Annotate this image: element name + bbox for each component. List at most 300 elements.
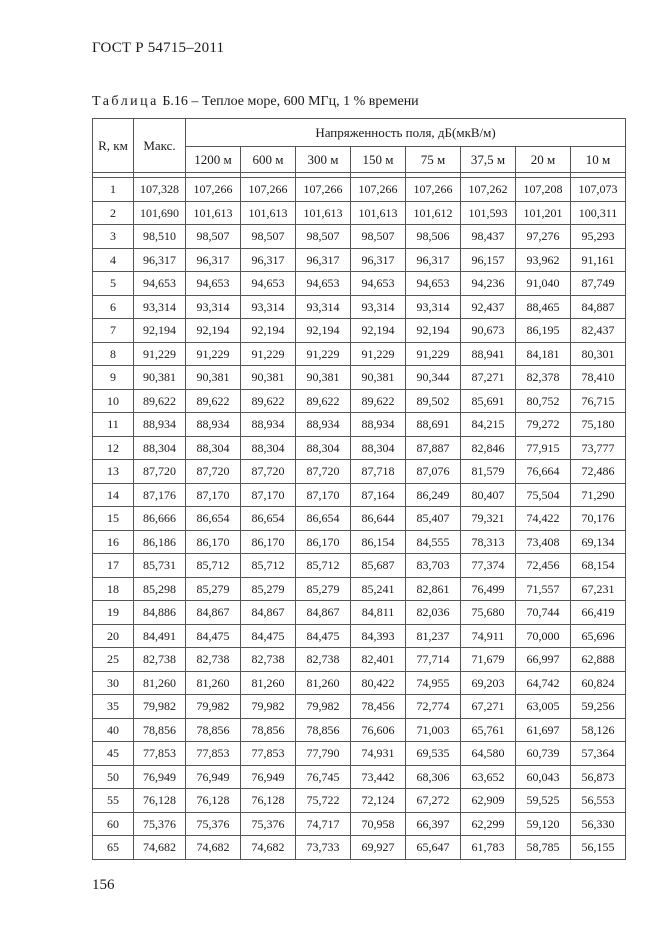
value-cell: 86,170	[186, 530, 241, 554]
value-cell: 69,134	[571, 530, 626, 554]
value-cell: 85,279	[296, 577, 351, 601]
table-row	[93, 624, 626, 648]
value-cell: 74,682	[241, 836, 296, 860]
distance-cell: 55	[93, 789, 134, 813]
distance-cell: 40	[93, 718, 134, 742]
max-value-cell: 74,682	[134, 836, 186, 860]
max-value-cell: 87,720	[134, 460, 186, 484]
value-cell: 74,955	[406, 671, 461, 695]
table-row	[93, 342, 626, 366]
max-value-cell: 98,510	[134, 225, 186, 249]
column-header: 1200 м	[186, 147, 241, 173]
value-cell: 76,606	[351, 718, 406, 742]
value-cell: 63,652	[461, 765, 516, 789]
value-cell: 64,580	[461, 742, 516, 766]
distance-cell: 8	[93, 342, 134, 366]
value-cell: 78,856	[241, 718, 296, 742]
value-cell: 78,313	[461, 530, 516, 554]
value-cell: 77,915	[516, 436, 571, 460]
value-cell: 72,456	[516, 554, 571, 578]
value-cell: 64,742	[516, 671, 571, 695]
table-row	[93, 225, 626, 249]
value-cell: 88,304	[241, 436, 296, 460]
value-cell: 71,290	[571, 483, 626, 507]
value-cell: 81,579	[461, 460, 516, 484]
table-row	[93, 201, 626, 225]
value-cell: 101,593	[461, 201, 516, 225]
value-cell: 90,673	[461, 319, 516, 343]
value-cell: 83,703	[406, 554, 461, 578]
value-cell: 58,785	[516, 836, 571, 860]
header-distance: R, км	[93, 119, 134, 173]
table-row	[93, 460, 626, 484]
table-row	[93, 295, 626, 319]
value-cell: 85,691	[461, 389, 516, 413]
value-cell: 74,422	[516, 507, 571, 531]
value-cell: 77,853	[186, 742, 241, 766]
value-cell: 60,824	[571, 671, 626, 695]
value-cell: 87,887	[406, 436, 461, 460]
value-cell: 69,535	[406, 742, 461, 766]
value-cell: 56,553	[571, 789, 626, 813]
value-cell: 92,194	[351, 319, 406, 343]
value-cell: 81,260	[296, 671, 351, 695]
value-cell: 101,613	[186, 201, 241, 225]
distance-cell: 4	[93, 248, 134, 272]
table-row	[93, 695, 626, 719]
value-cell: 101,613	[351, 201, 406, 225]
header-field-strength: Напряженность поля, дБ(мкВ/м)	[186, 119, 626, 147]
max-value-cell: 92,194	[134, 319, 186, 343]
value-cell: 80,422	[351, 671, 406, 695]
distance-cell: 17	[93, 554, 134, 578]
table-caption-text: Б.16 – Теплое море, 600 МГц, 1 % времени	[162, 94, 419, 109]
value-cell: 87,720	[186, 460, 241, 484]
value-cell: 85,712	[241, 554, 296, 578]
value-cell: 67,271	[461, 695, 516, 719]
distance-cell: 7	[93, 319, 134, 343]
value-cell: 84,475	[186, 624, 241, 648]
value-cell: 98,507	[186, 225, 241, 249]
value-cell: 61,697	[516, 718, 571, 742]
distance-cell: 12	[93, 436, 134, 460]
value-cell: 87,170	[296, 483, 351, 507]
value-cell: 76,949	[186, 765, 241, 789]
distance-cell: 16	[93, 530, 134, 554]
table-row	[93, 671, 626, 695]
value-cell: 58,126	[571, 718, 626, 742]
value-cell: 89,622	[351, 389, 406, 413]
table-row	[93, 648, 626, 672]
document-standard-header: ГОСТ Р 54715–2011	[92, 40, 225, 56]
value-cell: 92,194	[186, 319, 241, 343]
value-cell: 71,679	[461, 648, 516, 672]
value-cell: 82,738	[186, 648, 241, 672]
value-cell: 90,381	[351, 366, 406, 390]
max-value-cell: 86,666	[134, 507, 186, 531]
value-cell: 82,846	[461, 436, 516, 460]
value-cell: 66,997	[516, 648, 571, 672]
value-cell: 78,856	[186, 718, 241, 742]
value-cell: 73,442	[351, 765, 406, 789]
table-row	[93, 413, 626, 437]
table-row	[93, 836, 626, 860]
value-cell: 84,867	[186, 601, 241, 625]
value-cell: 95,293	[571, 225, 626, 249]
value-cell: 82,401	[351, 648, 406, 672]
value-cell: 68,154	[571, 554, 626, 578]
table-row	[93, 483, 626, 507]
value-cell: 88,304	[296, 436, 351, 460]
value-cell: 56,873	[571, 765, 626, 789]
value-cell: 59,256	[571, 695, 626, 719]
table-row	[93, 319, 626, 343]
value-cell: 84,475	[296, 624, 351, 648]
value-cell: 93,314	[186, 295, 241, 319]
value-cell: 90,381	[296, 366, 351, 390]
value-cell: 98,507	[351, 225, 406, 249]
value-cell: 75,680	[461, 601, 516, 625]
table-row	[93, 178, 626, 202]
distance-cell: 3	[93, 225, 134, 249]
value-cell: 77,714	[406, 648, 461, 672]
distance-cell: 13	[93, 460, 134, 484]
value-cell: 60,043	[516, 765, 571, 789]
table-row	[93, 507, 626, 531]
value-cell: 72,774	[406, 695, 461, 719]
value-cell: 91,229	[296, 342, 351, 366]
column-header: 37,5 м	[461, 147, 516, 173]
value-cell: 91,229	[241, 342, 296, 366]
max-value-cell: 76,128	[134, 789, 186, 813]
distance-cell: 30	[93, 671, 134, 695]
value-cell: 85,687	[351, 554, 406, 578]
value-cell: 89,622	[241, 389, 296, 413]
value-cell: 93,314	[241, 295, 296, 319]
value-cell: 107,266	[241, 178, 296, 202]
distance-cell: 6	[93, 295, 134, 319]
max-value-cell: 86,186	[134, 530, 186, 554]
max-value-cell: 84,886	[134, 601, 186, 625]
table-row	[93, 577, 626, 601]
value-cell: 82,378	[516, 366, 571, 390]
value-cell: 75,722	[296, 789, 351, 813]
distance-cell: 1	[93, 178, 134, 202]
value-cell: 62,909	[461, 789, 516, 813]
value-cell: 94,653	[186, 272, 241, 296]
table-row	[93, 248, 626, 272]
max-value-cell: 77,853	[134, 742, 186, 766]
value-cell: 72,486	[571, 460, 626, 484]
distance-cell: 2	[93, 201, 134, 225]
value-cell: 86,654	[241, 507, 296, 531]
value-cell: 75,376	[241, 812, 296, 836]
value-cell: 71,003	[406, 718, 461, 742]
value-cell: 87,749	[571, 272, 626, 296]
value-cell: 100,311	[571, 201, 626, 225]
value-cell: 86,654	[296, 507, 351, 531]
value-cell: 88,941	[461, 342, 516, 366]
value-cell: 88,304	[186, 436, 241, 460]
distance-cell: 60	[93, 812, 134, 836]
value-cell: 77,374	[461, 554, 516, 578]
value-cell: 98,507	[296, 225, 351, 249]
value-cell: 73,777	[571, 436, 626, 460]
value-cell: 96,317	[351, 248, 406, 272]
value-cell: 96,317	[186, 248, 241, 272]
value-cell: 65,696	[571, 624, 626, 648]
value-cell: 92,194	[296, 319, 351, 343]
max-value-cell: 78,856	[134, 718, 186, 742]
value-cell: 66,397	[406, 812, 461, 836]
value-cell: 97,276	[516, 225, 571, 249]
value-cell: 84,181	[516, 342, 571, 366]
value-cell: 86,249	[406, 483, 461, 507]
value-cell: 91,229	[186, 342, 241, 366]
max-value-cell: 79,982	[134, 695, 186, 719]
table-row	[93, 601, 626, 625]
value-cell: 94,236	[461, 272, 516, 296]
column-header: 300 м	[296, 147, 351, 173]
value-cell: 88,304	[351, 436, 406, 460]
value-cell: 82,738	[296, 648, 351, 672]
table-caption-lead: Таблица	[92, 94, 159, 109]
value-cell: 77,853	[241, 742, 296, 766]
max-value-cell: 76,949	[134, 765, 186, 789]
table-row	[93, 272, 626, 296]
value-cell: 93,962	[516, 248, 571, 272]
value-cell: 67,231	[571, 577, 626, 601]
value-cell: 74,717	[296, 812, 351, 836]
value-cell: 92,194	[406, 319, 461, 343]
value-cell: 107,266	[406, 178, 461, 202]
value-cell: 62,888	[571, 648, 626, 672]
value-cell: 107,262	[461, 178, 516, 202]
value-cell: 57,364	[571, 742, 626, 766]
value-cell: 84,867	[241, 601, 296, 625]
value-cell: 80,752	[516, 389, 571, 413]
value-cell: 84,215	[461, 413, 516, 437]
column-header: 75 м	[406, 147, 461, 173]
table-row	[93, 742, 626, 766]
value-cell: 86,654	[186, 507, 241, 531]
table-row	[93, 812, 626, 836]
table-row	[93, 436, 626, 460]
value-cell: 98,507	[241, 225, 296, 249]
distance-cell: 18	[93, 577, 134, 601]
value-cell: 84,887	[571, 295, 626, 319]
value-cell: 59,525	[516, 789, 571, 813]
max-value-cell: 88,934	[134, 413, 186, 437]
value-cell: 89,622	[296, 389, 351, 413]
value-cell: 88,934	[186, 413, 241, 437]
value-cell: 70,958	[351, 812, 406, 836]
max-value-cell: 96,317	[134, 248, 186, 272]
max-value-cell: 94,653	[134, 272, 186, 296]
value-cell: 86,195	[516, 319, 571, 343]
distance-cell: 10	[93, 389, 134, 413]
distance-cell: 14	[93, 483, 134, 507]
value-cell: 76,128	[186, 789, 241, 813]
value-cell: 67,272	[406, 789, 461, 813]
value-cell: 85,279	[241, 577, 296, 601]
max-value-cell: 90,381	[134, 366, 186, 390]
distance-cell: 50	[93, 765, 134, 789]
value-cell: 80,301	[571, 342, 626, 366]
value-cell: 71,557	[516, 577, 571, 601]
value-cell: 88,465	[516, 295, 571, 319]
value-cell: 93,314	[351, 295, 406, 319]
max-value-cell: 84,491	[134, 624, 186, 648]
value-cell: 65,761	[461, 718, 516, 742]
value-cell: 84,393	[351, 624, 406, 648]
value-cell: 78,856	[296, 718, 351, 742]
distance-cell: 19	[93, 601, 134, 625]
distance-cell: 65	[93, 836, 134, 860]
value-cell: 101,613	[241, 201, 296, 225]
max-value-cell: 107,328	[134, 178, 186, 202]
value-cell: 70,176	[571, 507, 626, 531]
value-cell: 70,744	[516, 601, 571, 625]
max-value-cell: 93,314	[134, 295, 186, 319]
value-cell: 68,306	[406, 765, 461, 789]
value-cell: 94,653	[241, 272, 296, 296]
table-row	[93, 530, 626, 554]
value-cell: 74,911	[461, 624, 516, 648]
value-cell: 63,005	[516, 695, 571, 719]
distance-cell: 45	[93, 742, 134, 766]
value-cell: 96,317	[406, 248, 461, 272]
value-cell: 101,613	[296, 201, 351, 225]
value-cell: 90,381	[241, 366, 296, 390]
distance-cell: 11	[93, 413, 134, 437]
value-cell: 87,718	[351, 460, 406, 484]
value-cell: 76,664	[516, 460, 571, 484]
value-cell: 87,170	[241, 483, 296, 507]
value-cell: 93,314	[406, 295, 461, 319]
max-value-cell: 85,731	[134, 554, 186, 578]
value-cell: 84,811	[351, 601, 406, 625]
value-cell: 81,237	[406, 624, 461, 648]
value-cell: 65,647	[406, 836, 461, 860]
max-value-cell: 88,304	[134, 436, 186, 460]
table-body	[93, 173, 626, 860]
table-row	[93, 718, 626, 742]
value-cell: 87,164	[351, 483, 406, 507]
value-cell: 85,241	[351, 577, 406, 601]
value-cell: 79,272	[516, 413, 571, 437]
distance-cell: 25	[93, 648, 134, 672]
max-value-cell: 85,298	[134, 577, 186, 601]
value-cell: 70,000	[516, 624, 571, 648]
value-cell: 91,161	[571, 248, 626, 272]
value-cell: 78,456	[351, 695, 406, 719]
value-cell: 75,180	[571, 413, 626, 437]
distance-cell: 15	[93, 507, 134, 531]
max-value-cell: 87,176	[134, 483, 186, 507]
value-cell: 78,410	[571, 366, 626, 390]
value-cell: 77,790	[296, 742, 351, 766]
value-cell: 76,715	[571, 389, 626, 413]
distance-cell: 5	[93, 272, 134, 296]
value-cell: 56,155	[571, 836, 626, 860]
value-cell: 94,653	[351, 272, 406, 296]
value-cell: 81,260	[186, 671, 241, 695]
value-cell: 82,437	[571, 319, 626, 343]
value-cell: 82,036	[406, 601, 461, 625]
value-cell: 86,154	[351, 530, 406, 554]
value-cell: 75,376	[186, 812, 241, 836]
value-cell: 85,279	[186, 577, 241, 601]
table-caption	[92, 94, 419, 110]
value-cell: 59,120	[516, 812, 571, 836]
value-cell: 93,314	[296, 295, 351, 319]
value-cell: 85,407	[406, 507, 461, 531]
value-cell: 94,653	[406, 272, 461, 296]
value-cell: 76,499	[461, 577, 516, 601]
value-cell: 76,745	[296, 765, 351, 789]
value-cell: 86,170	[241, 530, 296, 554]
value-cell: 98,506	[406, 225, 461, 249]
value-cell: 85,712	[296, 554, 351, 578]
max-value-cell: 101,690	[134, 201, 186, 225]
value-cell: 88,691	[406, 413, 461, 437]
max-value-cell: 82,738	[134, 648, 186, 672]
value-cell: 107,266	[351, 178, 406, 202]
distance-cell: 9	[93, 366, 134, 390]
header-max: Макс.	[134, 119, 186, 173]
page-number: 156	[92, 877, 115, 893]
value-cell: 96,317	[241, 248, 296, 272]
value-cell: 75,504	[516, 483, 571, 507]
value-cell: 69,927	[351, 836, 406, 860]
value-cell: 89,622	[186, 389, 241, 413]
value-cell: 60,739	[516, 742, 571, 766]
value-cell: 90,381	[186, 366, 241, 390]
max-value-cell: 81,260	[134, 671, 186, 695]
value-cell: 80,407	[461, 483, 516, 507]
value-cell: 101,612	[406, 201, 461, 225]
value-cell: 76,949	[241, 765, 296, 789]
value-cell: 107,266	[186, 178, 241, 202]
value-cell: 91,229	[351, 342, 406, 366]
value-cell: 86,170	[296, 530, 351, 554]
value-cell: 81,260	[241, 671, 296, 695]
value-cell: 89,502	[406, 389, 461, 413]
value-cell: 73,408	[516, 530, 571, 554]
value-cell: 92,194	[241, 319, 296, 343]
value-cell: 72,124	[351, 789, 406, 813]
value-cell: 76,128	[241, 789, 296, 813]
value-cell: 56,330	[571, 812, 626, 836]
value-cell: 86,644	[351, 507, 406, 531]
value-cell: 84,867	[296, 601, 351, 625]
table-row	[93, 765, 626, 789]
column-header: 20 м	[516, 147, 571, 173]
value-cell: 87,271	[461, 366, 516, 390]
value-cell: 74,931	[351, 742, 406, 766]
value-cell: 84,555	[406, 530, 461, 554]
value-cell: 79,982	[296, 695, 351, 719]
table-row	[93, 389, 626, 413]
value-cell: 87,720	[241, 460, 296, 484]
value-cell: 82,738	[241, 648, 296, 672]
value-cell: 88,934	[296, 413, 351, 437]
value-cell: 79,982	[241, 695, 296, 719]
field-strength-table	[92, 118, 626, 860]
value-cell: 87,170	[186, 483, 241, 507]
value-cell: 98,437	[461, 225, 516, 249]
